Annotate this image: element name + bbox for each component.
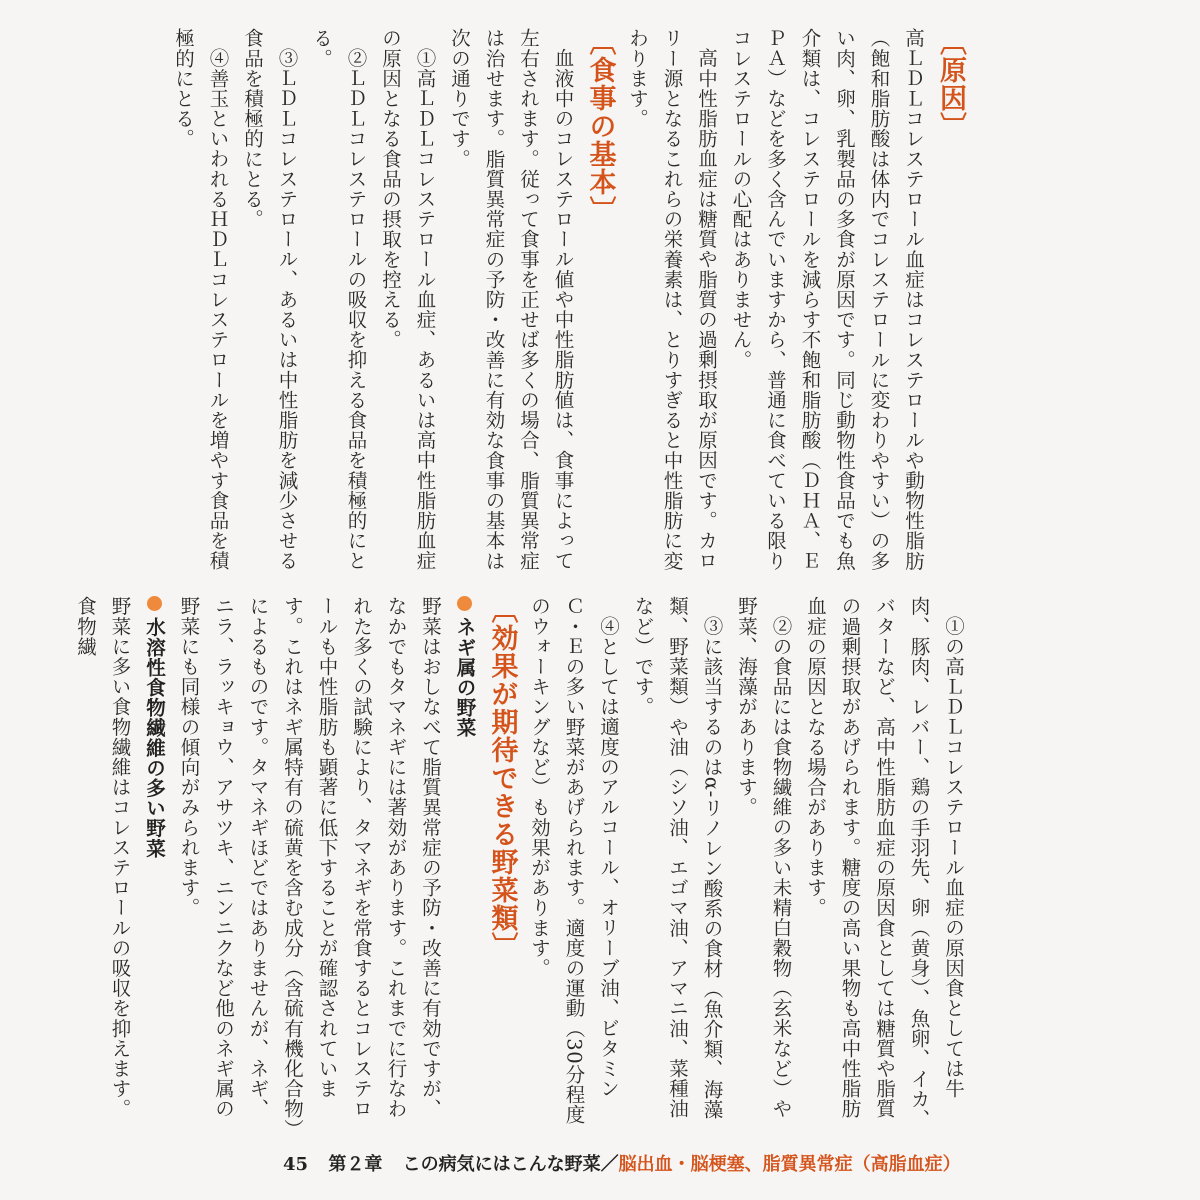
page-number: 45 — [283, 1154, 309, 1175]
diet-item-4: ④善玉といわれるＨＤＬコレステロールを増やす食品を積極的にとる。 — [172, 28, 230, 571]
diet-item-3: ③ＬＤＬコレステロール、あるいは中性脂肪を減少させる食品を積極的にとる。 — [241, 28, 299, 571]
chapter-subtitle: 脳出血・脳梗塞、脂質異常症（高脂血症） — [618, 1154, 961, 1175]
lower-paragraph-1: ①の高ＬＤＬコレステロール血症の原因食としては牛肉、豚肉、レバー、鶏の手羽先、卵（黄身）、魚卵、イカ、バターなど、高中性脂肪血症の原因食としては糖質や脂質の過剰摂取があげられます。糖度の高い果物も高中性脂肪血症の原因となる場合があります。 — [804, 596, 965, 1129]
cause-heading: 〔原因〕 — [935, 28, 966, 140]
upper-text-block — [172, 28, 970, 588]
cause-paragraph-1: 高ＬＤＬコレステロール血症はコレステロールや動物性脂肪（飽和脂肪酸は体内でコレステロールに変わりやすい）の多い肉、卵、乳製品の多食が原因です。同じ動物性食品でも魚介類は、コレステロールを減らす不飽和脂肪酸（ＤＨＡ、ＥＰＡ）などを多く含んでいますから、普通に食べている限りコレステロールの心配はありません。 — [729, 28, 925, 571]
fiber-title: 水溶性食物繊維の多い野菜 — [143, 617, 166, 859]
lower-paragraph-4: ④としては適度のアルコール、オリーブ油、ビタミンＣ・Ｅの多い野菜があげられます。適度の運動（30分程度のウォーキングなど）も効果があります。 — [528, 596, 620, 1125]
chapter-label: 第２章 — [328, 1154, 383, 1175]
diet-item-2: ②ＬＤＬコレステロールの吸収を抑える食品を積極的にとる。 — [310, 28, 368, 571]
chapter-title: この病気にはこんな野菜／ — [402, 1154, 619, 1175]
diet-item-1: ①高ＬＤＬコレステロール血症、あるいは高中性脂肪血症の原因となる食品の摂取を控える。 — [379, 28, 437, 571]
bullet-icon — [147, 596, 162, 611]
fiber-paragraph: 野菜に多い食物繊維はコレステロールの吸収を抑えます。食物繊 — [74, 596, 132, 1119]
vegetables-heading: 〔効果が期待できる野菜類〕 — [486, 596, 518, 960]
bullet-icon — [457, 596, 472, 611]
page-footer — [283, 1150, 1183, 1180]
allium-paragraph: 野菜はおしなべて脂質異常症の予防・改善に有効ですが、なかでもタマネギには著効があります。これまでに行なわれた多くの試験により、タマネギを常食するとコレステロールも中性脂肪も顕著に低下することが確認されています。これはネギ属特有の硫黄を含む成分（含硫有機化合物）によるものです。タマネギほどではありませんが、ネギ、ニラ、ラッキョウ、アサツキ、ニンニクなど他のネギ属の野菜にも同様の傾向がみられます。 — [177, 596, 442, 1129]
lower-text-block — [74, 596, 970, 1136]
diet-paragraph-1: 血液中のコレステロール値や中性脂肪値は、食事によって左右されます。従って食事を正せば多くの場合、脂質異常症は治せます。脂質異常症の予防・改善に有効な食事の基本は次の通りです。 — [448, 28, 575, 571]
fiber-subheading — [137, 596, 172, 1136]
lower-paragraph-3: ③に該当するのはα‐リノレン酸系の食材（魚介類、海藻類、野菜類）や油（シソ油、エゴマ油、アマニ油、菜種油など）です。 — [631, 596, 724, 1119]
lower-paragraph-2: ②の食品には食物繊維の多い未精白穀物（玄米など）や野菜、海藻があります。 — [735, 596, 793, 1118]
allium-subheading — [447, 596, 482, 1136]
diet-heading: 〔食事の基本〕 — [584, 28, 616, 224]
allium-title: ネギ属の野菜 — [453, 617, 477, 738]
cause-paragraph-2: 高中性脂肪血症は糖質や脂質の過剰摂取が原因です。カロリー源となるこれらの栄養素は、とりすぎると中性脂肪に変わります。 — [626, 28, 718, 571]
